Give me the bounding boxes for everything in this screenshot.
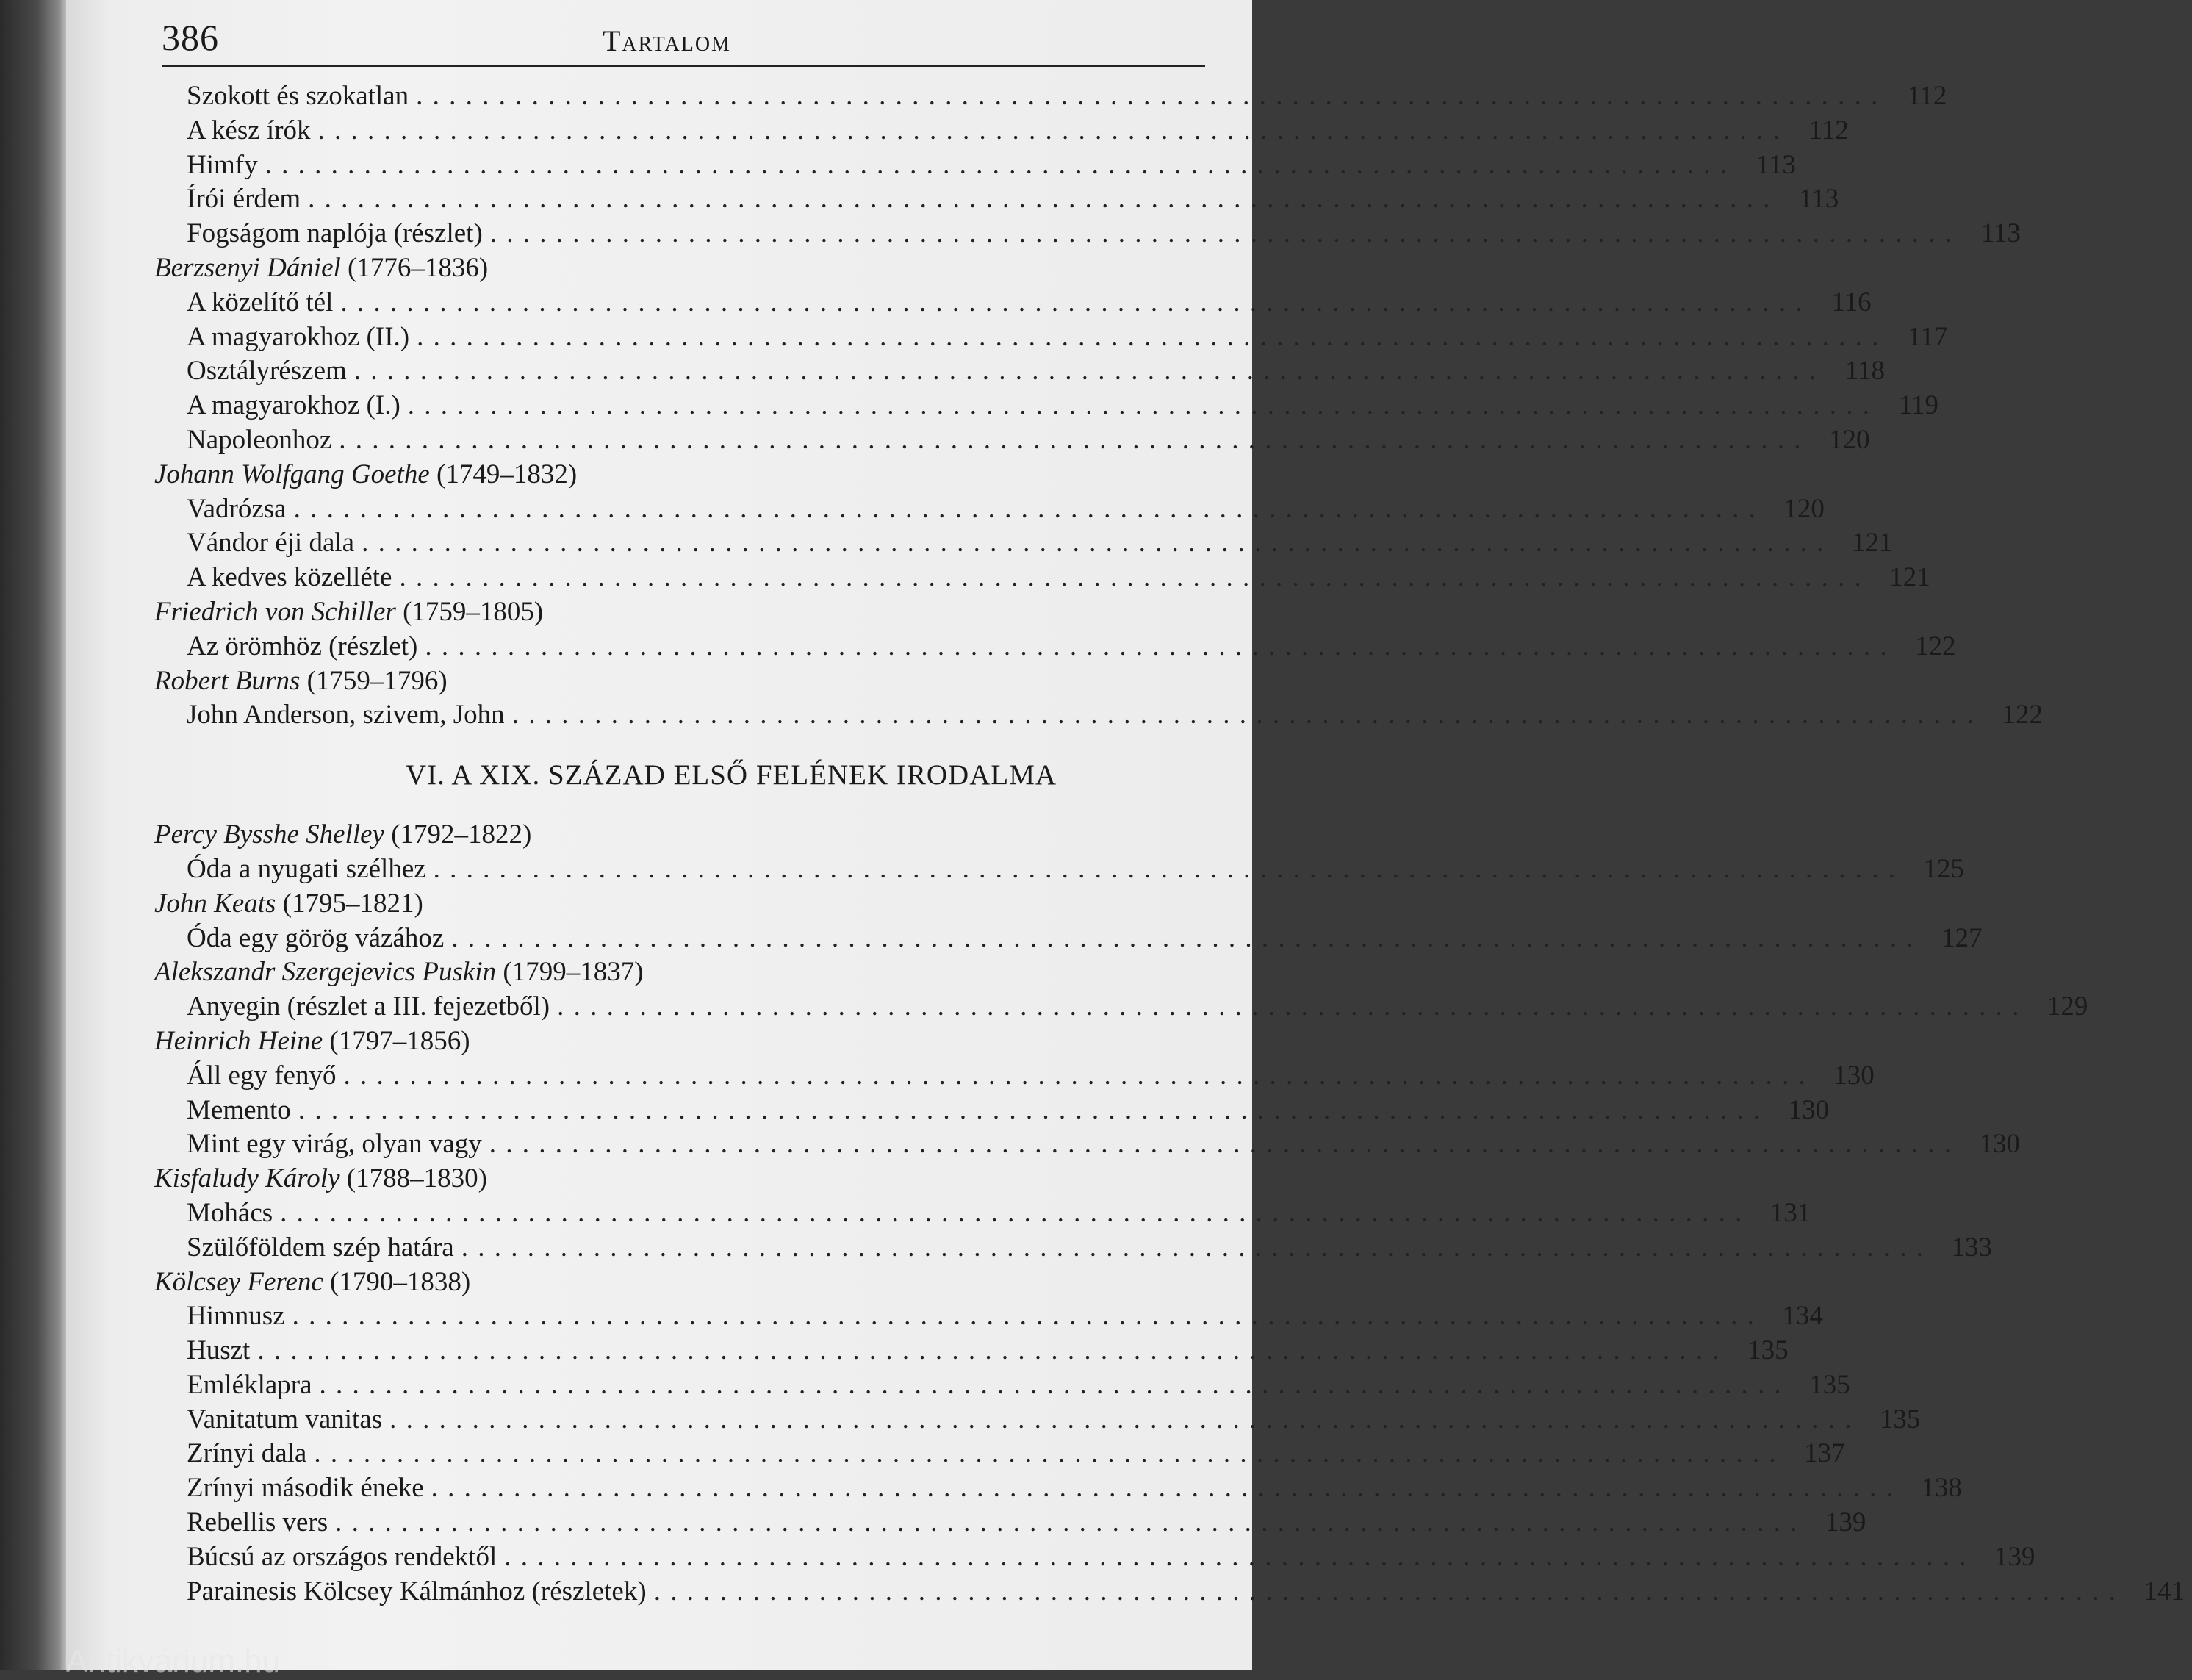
entry-title: Anyegin (részlet a III. fejezetből) [187, 991, 550, 1022]
toc-entry [154, 1575, 2185, 1609]
entry-page-number: 130 [1979, 1129, 2021, 1160]
book-page [66, 0, 2185, 1679]
toc-author-heading [154, 887, 1279, 922]
entry-title: John Anderson, szivem, John [187, 700, 505, 730]
entry-title: Vanitatum vanitas [187, 1404, 383, 1435]
toc-author-heading [154, 1162, 1279, 1196]
entry-title: A kész írók [187, 115, 311, 146]
entry-page-number: 112 [1907, 81, 1947, 111]
dot-leader [257, 1334, 1720, 1368]
author-dates: (1776–1836) [348, 252, 489, 283]
toc-entry [154, 1403, 1921, 1437]
entry-page-number: 120 [1829, 424, 1870, 455]
toc-entry [154, 526, 1893, 561]
dot-leader [340, 286, 1803, 320]
entry-page-number: 113 [1799, 184, 1839, 215]
entry-title: Mohács [187, 1197, 273, 1228]
entry-page-number: 120 [1783, 493, 1825, 524]
dot-leader [461, 1231, 1925, 1266]
entry-title: A kedves közelléte [187, 562, 392, 593]
toc-entry [154, 423, 1870, 458]
toc-part-1 [154, 79, 2043, 733]
toc-author-heading [154, 818, 1279, 852]
entry-title: Fogságom naplója (részlet) [187, 218, 483, 249]
dot-leader [308, 182, 1771, 217]
dot-leader [280, 1196, 1743, 1231]
author-dates: (1797–1856) [329, 1025, 470, 1056]
entry-title: Óda a nyugati szélhez [187, 853, 426, 884]
dot-leader [451, 922, 1914, 956]
author-dates: (1795–1821) [282, 888, 423, 919]
toc-entry [154, 286, 1872, 320]
toc-entry [154, 1540, 2035, 1575]
dot-leader [320, 1368, 1783, 1403]
dot-leader [389, 1403, 1853, 1437]
dot-leader [298, 1094, 1761, 1128]
dot-leader [417, 320, 1880, 355]
entry-page-number: 135 [1809, 1369, 1850, 1400]
dot-leader [362, 526, 1825, 561]
author-name: Kölcsey Ferenc [154, 1266, 323, 1297]
dot-leader [408, 389, 1871, 423]
dot-leader [314, 1437, 1777, 1471]
entry-page-number: 139 [1994, 1541, 2035, 1572]
entry-title: A közelítő tél [187, 287, 334, 317]
entry-title: Osztályrészem [187, 356, 347, 387]
entry-title: A magyarokhoz (II.) [187, 321, 410, 352]
toc-entry [154, 182, 1839, 217]
entry-title: Óda egy görög vázához [187, 922, 445, 953]
author-name: Robert Burns [154, 665, 301, 696]
toc-entry [154, 922, 1983, 956]
toc-author-heading [154, 595, 1279, 630]
dot-leader [512, 698, 1975, 733]
toc-entry [154, 1231, 1992, 1266]
page-number: 386 [162, 17, 219, 58]
toc-entry [154, 630, 1956, 664]
toc-entry [154, 852, 1964, 887]
entry-page-number: 131 [1769, 1197, 1811, 1228]
author-dates: (1749–1832) [436, 459, 578, 489]
author-dates: (1788–1830) [346, 1163, 487, 1194]
entry-page-number: 119 [1898, 390, 1939, 421]
book-spine-shadow [0, 0, 66, 1670]
entry-title: Himfy [187, 149, 258, 180]
entry-page-number: 138 [1921, 1473, 1962, 1504]
dot-leader [292, 1299, 1756, 1334]
toc-author-heading [154, 251, 1279, 286]
toc-entry [154, 114, 1849, 148]
toc-entry [154, 1094, 1830, 1128]
dot-leader [335, 1506, 1798, 1540]
section-heading: VI. A XIX. SZÁZAD ELSŐ FELÉNEK IRODALMA [405, 759, 1057, 791]
entry-title: Búcsú az országos rendektől [187, 1541, 497, 1572]
table-of-contents [154, 79, 2185, 1609]
dot-leader [490, 217, 1953, 251]
entry-title: Himnusz [187, 1301, 285, 1332]
entry-title: Vándor éji dala [187, 528, 355, 559]
entry-page-number: 113 [1756, 149, 1796, 180]
entry-title: Zrínyi második éneke [187, 1473, 424, 1504]
entry-page-number: 135 [1879, 1404, 1921, 1435]
author-dates: (1799–1837) [503, 957, 644, 988]
toc-entry [154, 1127, 2021, 1162]
author-dates: (1759–1805) [403, 596, 544, 627]
entry-page-number: 122 [1915, 631, 1956, 661]
author-name: Kisfaludy Károly [154, 1163, 340, 1194]
entry-title: Mint egy virág, olyan vagy [187, 1129, 482, 1160]
entry-page-number: 113 [1980, 218, 2022, 249]
dot-leader [489, 1127, 1952, 1162]
entry-page-number: 133 [1951, 1232, 1992, 1263]
dot-leader [557, 990, 2020, 1024]
toc-entry [154, 320, 1948, 355]
author-name: Berzsenyi Dániel [154, 252, 341, 283]
toc-entry [154, 1471, 1962, 1506]
toc-entry [154, 1368, 1850, 1403]
entry-page-number: 135 [1747, 1335, 1789, 1366]
author-name: Heinrich Heine [154, 1025, 323, 1056]
author-name: John Keats [154, 888, 276, 919]
author-name: Alekszandr Szergejevics Puskin [154, 957, 497, 988]
dot-leader [339, 423, 1802, 458]
entry-title: Áll egy fenyő [187, 1060, 337, 1091]
author-dates: (1790–1838) [330, 1266, 471, 1297]
dot-leader [504, 1540, 1967, 1575]
entry-title: Az örömhöz (részlet) [187, 631, 418, 661]
entry-page-number: 129 [2047, 991, 2088, 1022]
toc-entry [154, 217, 2022, 251]
running-title: Tartalom [603, 24, 731, 57]
dot-leader [265, 148, 1728, 183]
entry-page-number: 122 [2002, 700, 2043, 730]
dot-leader [425, 630, 1888, 664]
dot-leader [434, 852, 1897, 887]
dot-leader [354, 354, 1817, 389]
toc-part-2 [154, 818, 2185, 1609]
toc-entry [154, 148, 1796, 183]
watermark: Antikvárium.hu [66, 1643, 281, 1679]
entry-page-number: 117 [1908, 321, 1948, 352]
entry-page-number: 116 [1831, 287, 1872, 317]
toc-entry [154, 1506, 1866, 1540]
toc-author-heading [154, 1024, 1279, 1059]
entry-page-number: 130 [1833, 1060, 1875, 1091]
entry-title: Rebellis vers [187, 1507, 328, 1538]
author-name: Friedrich von Schiller [154, 596, 396, 627]
toc-entry [154, 389, 1939, 423]
dot-leader [294, 492, 1757, 527]
entry-title: Szülőföldem szép határa [187, 1232, 454, 1263]
toc-entry [154, 990, 2088, 1024]
entry-page-number: 139 [1825, 1507, 1866, 1538]
entry-title: Vadrózsa [187, 493, 287, 524]
entry-title: Memento [187, 1094, 291, 1125]
entry-title: Zrínyi dala [187, 1438, 307, 1469]
toc-entry [154, 492, 1825, 527]
entry-page-number: 130 [1788, 1094, 1830, 1125]
author-dates: (1792–1822) [391, 819, 532, 850]
entry-title: Emléklapra [187, 1369, 312, 1400]
toc-entry [154, 1196, 1811, 1231]
author-name: Percy Bysshe Shelley [154, 819, 384, 850]
author-name: Johann Wolfgang Goethe [154, 459, 430, 489]
toc-entry [154, 698, 2043, 733]
entry-title: Szokott és szokatlan [187, 81, 409, 111]
entry-page-number: 127 [1941, 922, 1983, 953]
author-dates: (1759–1796) [306, 665, 448, 696]
entry-title: Parainesis Kölcsey Kálmánhoz (részletek) [187, 1576, 647, 1607]
toc-entry [154, 354, 1886, 389]
entry-page-number: 125 [1923, 853, 1964, 884]
entry-title: Napoleonhoz [187, 424, 332, 455]
toc-author-heading [154, 664, 1279, 699]
entry-title: Írói érdem [187, 184, 301, 215]
toc-entry [154, 561, 1930, 595]
entry-page-number: 121 [1889, 562, 1930, 593]
dot-leader [431, 1471, 1894, 1506]
entry-page-number: 134 [1782, 1301, 1823, 1332]
toc-entry [154, 1059, 1875, 1094]
entry-title: A magyarokhoz (I.) [187, 390, 400, 421]
entry-page-number: 141 [2144, 1576, 2185, 1607]
entry-page-number: 118 [1844, 356, 1886, 387]
page-header [162, 13, 1205, 67]
dot-leader [416, 79, 1879, 114]
toc-author-heading [154, 458, 1279, 492]
dot-leader [343, 1059, 1806, 1094]
toc-entry [154, 1299, 1823, 1334]
dot-leader [654, 1575, 2117, 1609]
dot-leader [318, 114, 1781, 148]
toc-entry [154, 79, 1947, 114]
toc-author-heading [154, 955, 1279, 990]
entry-title: Huszt [187, 1335, 251, 1366]
entry-page-number: 121 [1851, 528, 1893, 559]
toc-entry [154, 1437, 1845, 1471]
entry-page-number: 112 [1808, 115, 1849, 146]
toc-author-heading [154, 1266, 1279, 1300]
dot-leader [399, 561, 1862, 595]
entry-page-number: 137 [1804, 1438, 1845, 1469]
toc-entry [154, 1334, 1789, 1368]
